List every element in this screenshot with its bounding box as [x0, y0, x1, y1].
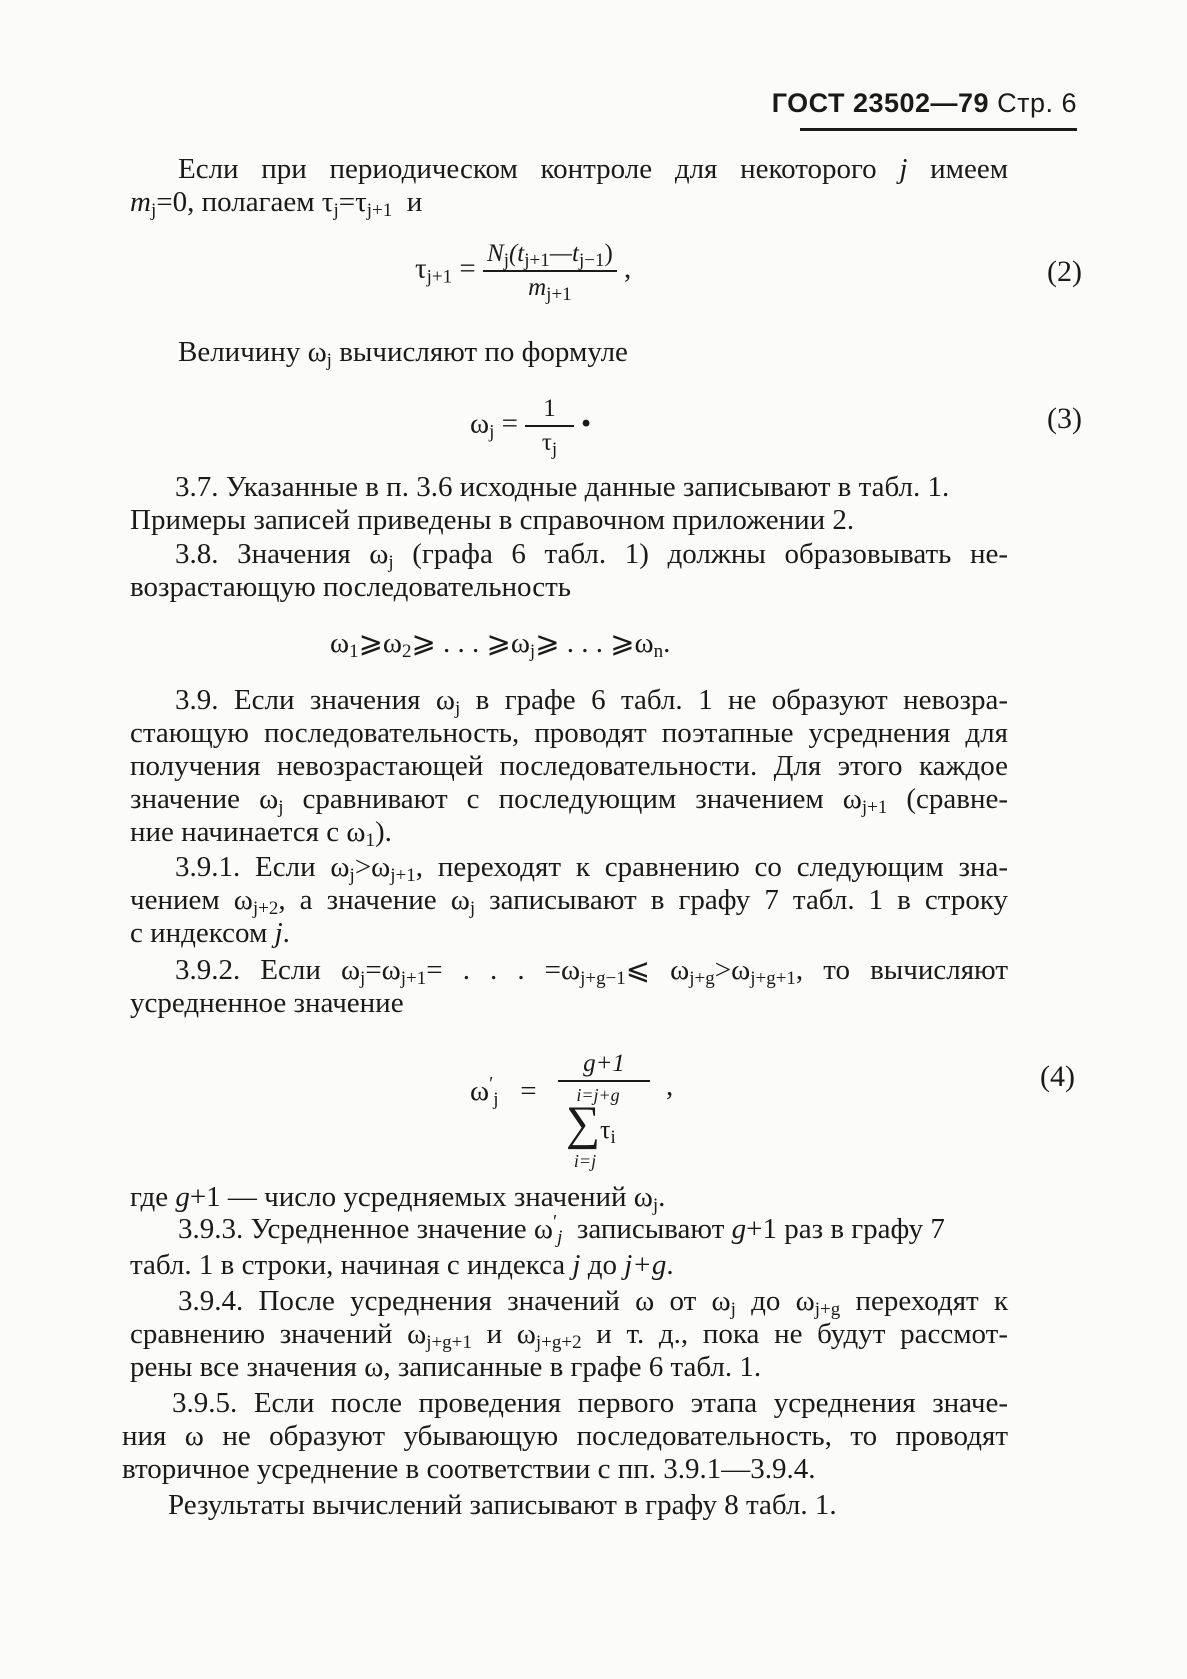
formula-4: $\omega'_j$ =	[470, 1073, 537, 1110]
fraction-bar	[558, 1080, 650, 1082]
paragraph-line: стающую последовательность, проводят поэтапные усреднения для	[130, 717, 1008, 749]
paragraph-line: сравнению значений $\omega_{j+g+1}$ и $\omega_{j+g+2}$ и т. д., пока не будут рассмот-	[130, 1318, 1009, 1353]
formula-4-comma: ,	[666, 1070, 674, 1102]
paragraph-line: $m_j=0$, полагаем $\tau_j=\tau_{j+1}$ и	[130, 186, 423, 221]
paragraph-line: усредненное значение	[130, 987, 404, 1019]
section-3-7: 3.7. Указанные в п. 3.6 исходные данные записывают в табл. 1.	[175, 471, 950, 503]
sum-lower-limit: i=j	[573, 1151, 597, 1171]
equation-number: (2)	[1047, 255, 1082, 288]
paragraph-line: ние начинается с $\omega_1$).	[130, 816, 392, 851]
paragraph-line: Величину $\omega_j$ вычисляют по формуле	[178, 336, 628, 371]
gost-number: ГОСТ 23502—79	[771, 88, 990, 118]
formula-4-numerator: g+1	[583, 1050, 625, 1077]
paragraph-line: где g+1 — число усредняемых значений $\omega_j$.	[130, 1181, 666, 1216]
section-3-9-5: 3.9.5. Если после проведения первого этапа усреднения значе-	[172, 1387, 1008, 1419]
paragraph-line: Если при периодическом контроле для некоторого j имеем	[178, 153, 1009, 185]
page-header	[772, 88, 1077, 119]
equation-number: (3)	[1047, 402, 1082, 435]
section-3-9-4: 3.9.4. После усреднения значений ω от $\omega_j$ до $\omega_{j+g}$ переходят к	[178, 1285, 1009, 1320]
sum-upper-limit: i=j+g	[576, 1085, 620, 1105]
paragraph-line: с индексом j.	[130, 917, 290, 949]
formula-3: $\omega_j$ = $\frac{1}{\tau_j}$ •	[470, 395, 592, 460]
paragraph-line: получения невозрастающей последовательности. Для этого каждое	[130, 750, 1008, 782]
section-3-9: 3.9. Если значения $\omega_j$ в графе 6 табл. 1 не образуют невозра-	[175, 684, 1009, 719]
equation-number: (4)	[1040, 1060, 1075, 1093]
section-3-9-2: 3.9.2. Если $\omega_j=\omega_{j+1}=$ . . . $=\omega_{j+g-1}⩽$ $\omega_{j+g}>\omega_{j+g+1}$, то вычисляют	[175, 954, 1009, 989]
paragraph-line: значение $\omega_j$ сравнивают с последующим значением $\omega_{j+1}$ (сравне-	[130, 783, 1009, 818]
paragraph-line: рены все значения ω, записанные в графе 6 табл. 1.	[130, 1351, 762, 1383]
sequence-formula: $\omega_1⩾\omega_2⩾$ . . . $⩾\omega_j⩾$ . . . $⩾\omega_n$.	[330, 627, 671, 662]
header-rule	[800, 128, 1077, 131]
page-number: Стр. 6	[997, 88, 1077, 118]
paragraph-line: возрастающую последовательность	[130, 571, 572, 603]
formula-2: $\tau_{j+1}$ = $\frac{N_j(t_{j+1}—t_{j-1})}{m_{j+1}}$ ,	[415, 240, 632, 305]
paragraph-line: табл. 1 в строки, начиная с индекса j до j+g.	[130, 1249, 674, 1281]
sum-term: $\tau_i$	[600, 1115, 616, 1148]
section-3-9-3: 3.9.3. Усредненное значение $\omega'_j$ записывают g+1 раз в графу 7	[178, 1211, 945, 1248]
paragraph-line: чением $\omega_{j+2}$, а значение $\omega_j$ записывают в графу 7 табл. 1 в строку	[130, 884, 1009, 919]
paragraph-line: ния ω не образуют убывающую последовательность, то проводят	[122, 1420, 1008, 1452]
result-paragraph: Результаты вычислений записывают в графу 8 табл. 1.	[168, 1489, 837, 1521]
sum-sign: ∑	[566, 1097, 601, 1150]
paragraph-line: вторичное усреднение в соответствии с пп. 3.9.1—3.9.4.	[122, 1453, 816, 1485]
paragraph-line: Примеры записей приведены в справочном приложении 2.	[130, 504, 855, 536]
section-3-9-1: 3.9.1. Если $\omega_j>\omega_{j+1}$, переходят к сравнению со следующим зна-	[175, 851, 1008, 886]
section-3-8: 3.8. Значения $\omega_j$ (графа 6 табл. 1) должны образовывать не-	[175, 538, 1009, 573]
